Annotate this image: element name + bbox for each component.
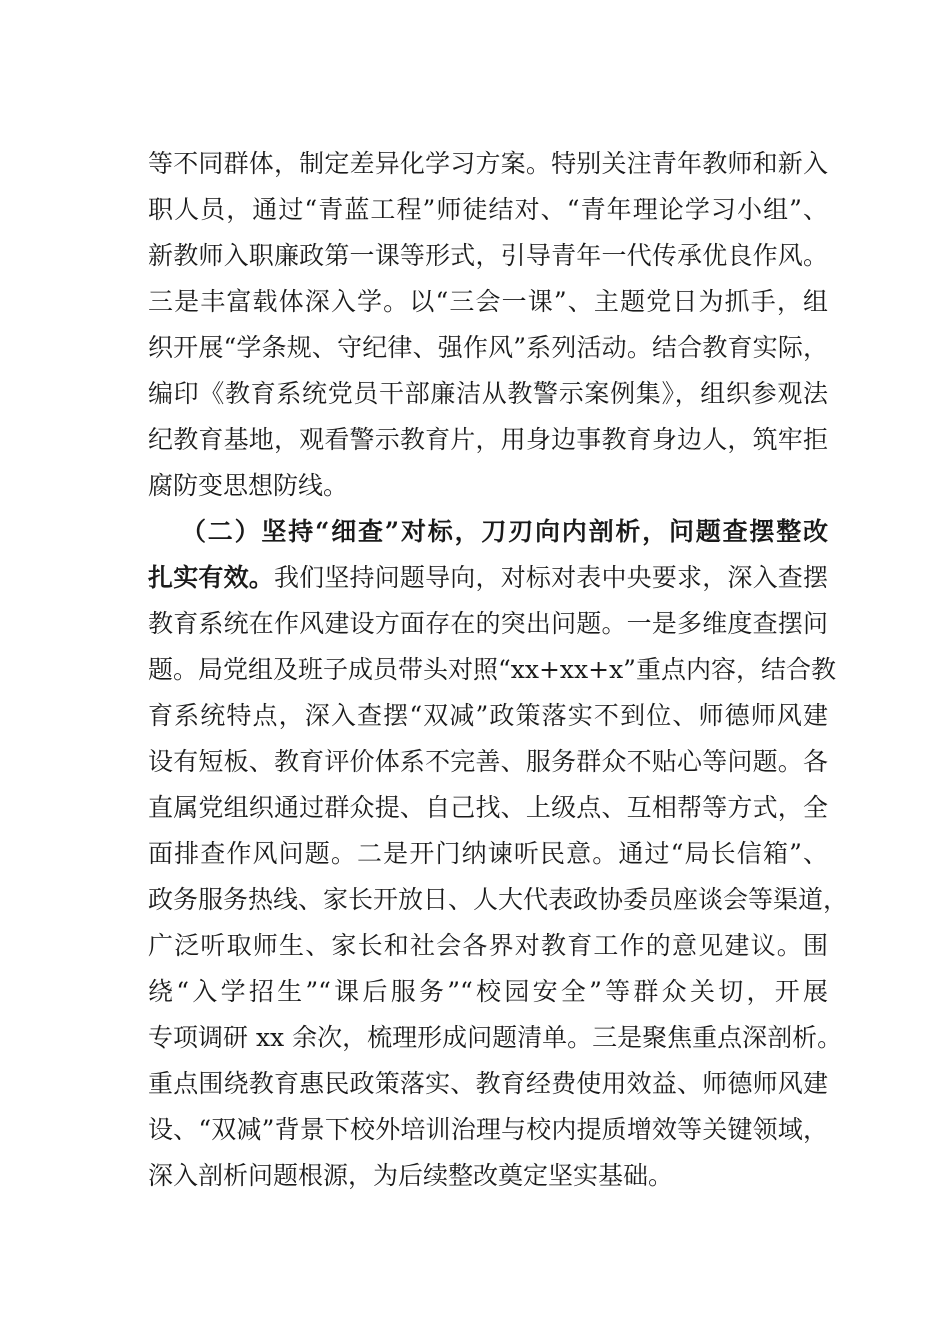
paragraph-line: 纪教育基地，观看警示教育片，用身边事教育身边人，筑牢拒 — [148, 425, 828, 454]
paragraph-line: 重点围绕教育惠民政策落实、教育经费使用效益、师德师风建 — [148, 1069, 828, 1098]
paragraph-line: 直属党组织通过群众提、自己找、上级点、互相帮等方式，全 — [148, 793, 828, 822]
paragraph-line: 织开展“学条规、守纪律、强作风”系列活动。结合教育实际， — [148, 333, 828, 362]
paragraph-line: 腐防变思想防线。 — [148, 471, 349, 500]
paragraph-line: 育系统特点，深入查摆“双减”政策落实不到位、师德师风建 — [148, 701, 828, 730]
paragraph-line: 新教师入职廉政第一课等形式，引导青年一代传承优良作风。 — [148, 241, 828, 270]
paragraph-line: 设、“双减”背景下校外培训治理与校内提质增效等关键领域， — [148, 1115, 828, 1144]
paragraph-line: 设有短板、教育评价体系不完善、服务群众不贴心等问题。各 — [148, 747, 828, 776]
paragraph-line: 专项调研 xx 余次，梳理形成问题清单。三是聚焦重点深剖析。 — [148, 1023, 843, 1052]
paragraph-line: 职人员，通过“青蓝工程”师徒结对、“青年理论学习小组”、 — [148, 195, 828, 224]
section-heading-continuation: 扎实有效。 — [148, 563, 274, 592]
paragraph-line: 面排查作风问题。二是开门纳谏听民意。通过“局长信箱”、 — [148, 839, 828, 868]
paragraph-line: 教育系统在作风建设方面存在的突出问题。一是多维度查摆问 — [148, 609, 828, 638]
paragraph-line: 深入剖析问题根源，为后续整改奠定坚实基础。 — [148, 1161, 674, 1190]
paragraph-line: 编印《教育系统党员干部廉洁从教警示案例集》，组织参观法 — [148, 379, 828, 408]
paragraph-text: 我们坚持问题导向，对标对表中央要求，深入查摆 — [273, 563, 828, 592]
paragraph-line — [148, 560, 828, 596]
paragraph-line: 广泛听取师生、家长和社会各界对教育工作的意见建议。围 — [148, 931, 828, 960]
paragraph-line: 题。局党组及班子成员带头对照“xx+xx+x”重点内容，结合教 — [148, 655, 836, 684]
paragraph-line: 等不同群体，制定差异化学习方案。特别关注青年教师和新入 — [148, 149, 828, 178]
paragraph-line: 绕“入学招生”“课后服务”“校园安全”等群众关切，开展 — [148, 977, 828, 1006]
section-heading: （二）坚持“细查”对标，刀刃向内剖析，问题查摆整改 — [181, 517, 828, 546]
paragraph-line: 政务服务热线、家长开放日、人大代表政协委员座谈会等渠道， — [148, 885, 849, 914]
paragraph-line: 三是丰富载体深入学。以“三会一课”、主题党日为抓手，组 — [148, 287, 828, 316]
